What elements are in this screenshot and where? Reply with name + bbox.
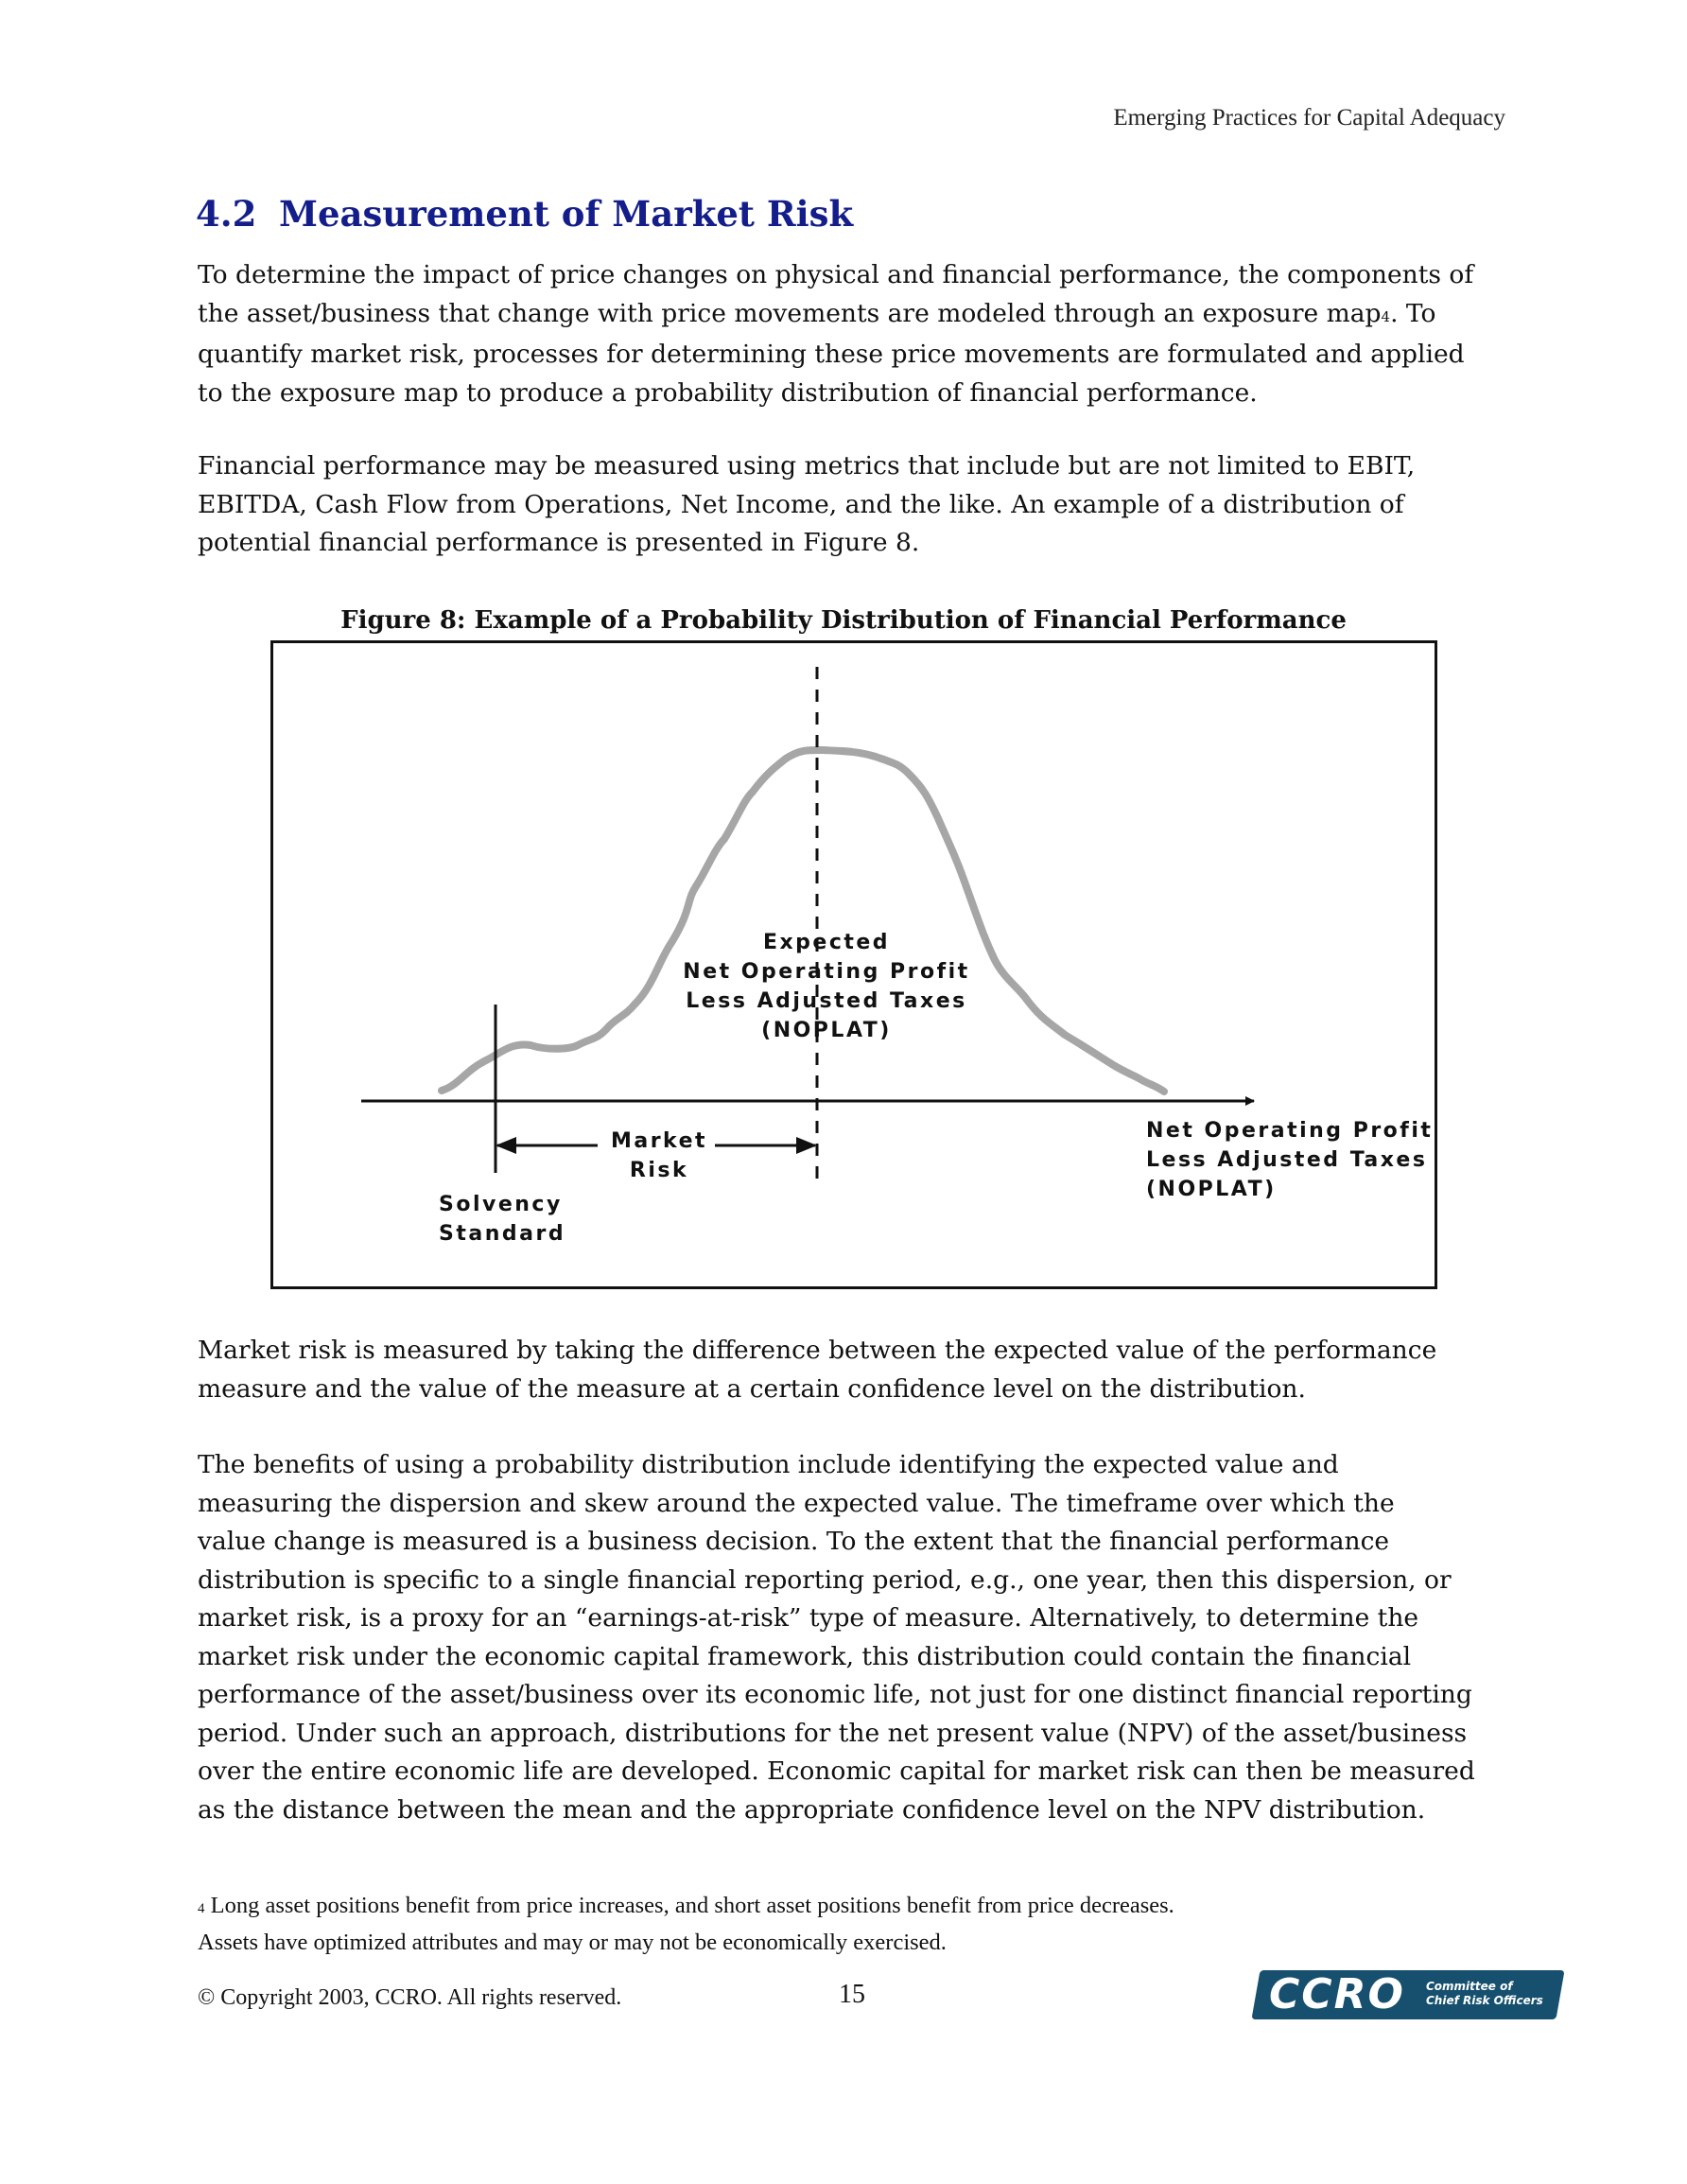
text-line: over the entire economic life are developed. Economic capital for market risk can then be measured <box>198 1756 1475 1786</box>
text-line: market risk under the economic capital framework, this distribution could contain the financial <box>198 1641 1412 1671</box>
text-line: quantify market risk, processes for determining these price movements are formulated and applied <box>198 340 1465 369</box>
copyright-notice: © Copyright 2003, CCRO. All rights reserved. <box>198 1985 622 2010</box>
paragraph-market-risk-measure <box>198 1332 1540 1408</box>
expected-noplat-label <box>652 928 1000 1045</box>
label-line: (NOPLAT) <box>1146 1178 1277 1201</box>
text-line: Financial performance may be measured using metrics that include but are not limited to EBIT, <box>198 451 1416 480</box>
ccro-logo <box>1256 1970 1560 2019</box>
footnote-line <box>198 1889 1540 1926</box>
label-line: Market <box>610 1129 708 1153</box>
text-line: market risk, is a proxy for an “earnings-at-risk” type of measure. Alternatively, to determine the <box>198 1603 1419 1633</box>
logo-wordmark: CCRO <box>1269 1970 1405 2018</box>
text-line: period. Under such an approach, distributions for the net present value (NPV) of the asset/business <box>198 1718 1468 1748</box>
page-number: 15 <box>839 1980 865 2009</box>
solvency-standard-label <box>439 1190 565 1249</box>
text-line: Market risk is measured by taking the difference between the expected value of the performance <box>198 1336 1437 1365</box>
footnote-text: Long asset positions benefit from price increases, and short asset positions benefit from price decreases. <box>204 1893 1174 1918</box>
paragraph-financial-metrics <box>198 447 1540 563</box>
label-line: Less Adjusted Taxes <box>1146 1148 1428 1172</box>
logo-subtitle-line: Committee of <box>1426 1980 1513 1993</box>
label-line: (NOPLAT) <box>761 1019 892 1042</box>
label-line: Solvency <box>439 1193 563 1216</box>
text-line: performance of the asset/business over its economic life, not just for one distinct financial reporting <box>198 1680 1472 1709</box>
text-line: measuring the dispersion and skew around the expected value. The timeframe over which the <box>198 1488 1395 1518</box>
label-line: Standard <box>439 1222 566 1246</box>
text-line <box>198 295 1540 337</box>
text-segment: the asset/business that change with price movements are modeled through an exposure map <box>198 298 1382 328</box>
text-line: potential financial performance is presented in Figure 8. <box>198 528 920 557</box>
section-number: 4.2 <box>196 193 257 235</box>
label-line: Expected <box>762 931 891 954</box>
text-line: to the exposure map to produce a probability distribution of financial performance. <box>198 377 1258 408</box>
text-line: To determine the impact of price changes on physical and financial performance, the components of <box>198 260 1474 289</box>
logo-subtitle-line: Chief Risk Officers <box>1426 1994 1543 2007</box>
label-line: Net Operating Profit <box>683 960 970 984</box>
market-risk-label <box>595 1127 723 1185</box>
label-line: Risk <box>629 1159 689 1182</box>
section-title <box>196 193 853 235</box>
running-header: Emerging Practices for Capital Adequacy <box>1113 105 1505 131</box>
text-line: distribution is specific to a single financial reporting period, e.g., one year, then this dispersion, or <box>198 1564 1452 1595</box>
figure-caption: Figure 8: Example of a Probability Distribution of Financial Performance <box>340 606 1347 635</box>
text-line: The benefits of using a probability distribution include identifying the expected value and <box>198 1450 1339 1479</box>
label-line: Net Operating Profit <box>1146 1119 1434 1143</box>
text-segment: . To <box>1390 298 1436 328</box>
section-title-text: Measurement of Market Risk <box>279 193 854 235</box>
text-line: measure and the value of the measure at a certain confidence level on the distribution. <box>198 1373 1306 1404</box>
x-axis-label <box>1146 1116 1433 1204</box>
footnote-marker: 4 <box>198 1901 205 1916</box>
logo-subtitle <box>1426 1980 1543 2008</box>
text-line: as the distance between the mean and the appropriate confidence level on the NPV distribution. <box>198 1794 1426 1825</box>
label-line: Less Adjusted Taxes <box>686 989 967 1013</box>
text-line: value change is measured is a business decision. To the extent that the financial performance <box>198 1527 1390 1556</box>
paragraph-distribution-benefits <box>198 1446 1540 1829</box>
text-line: EBITDA, Cash Flow from Operations, Net Income, and the like. An example of a distribution of <box>198 489 1404 519</box>
footnote-reference[interactable]: 4 <box>1381 307 1391 325</box>
footnote <box>198 1889 1540 1960</box>
paragraph-exposure-map <box>198 256 1540 412</box>
footnote-line: Assets have optimized attributes and may or may not be economically exercised. <box>198 1930 947 1955</box>
